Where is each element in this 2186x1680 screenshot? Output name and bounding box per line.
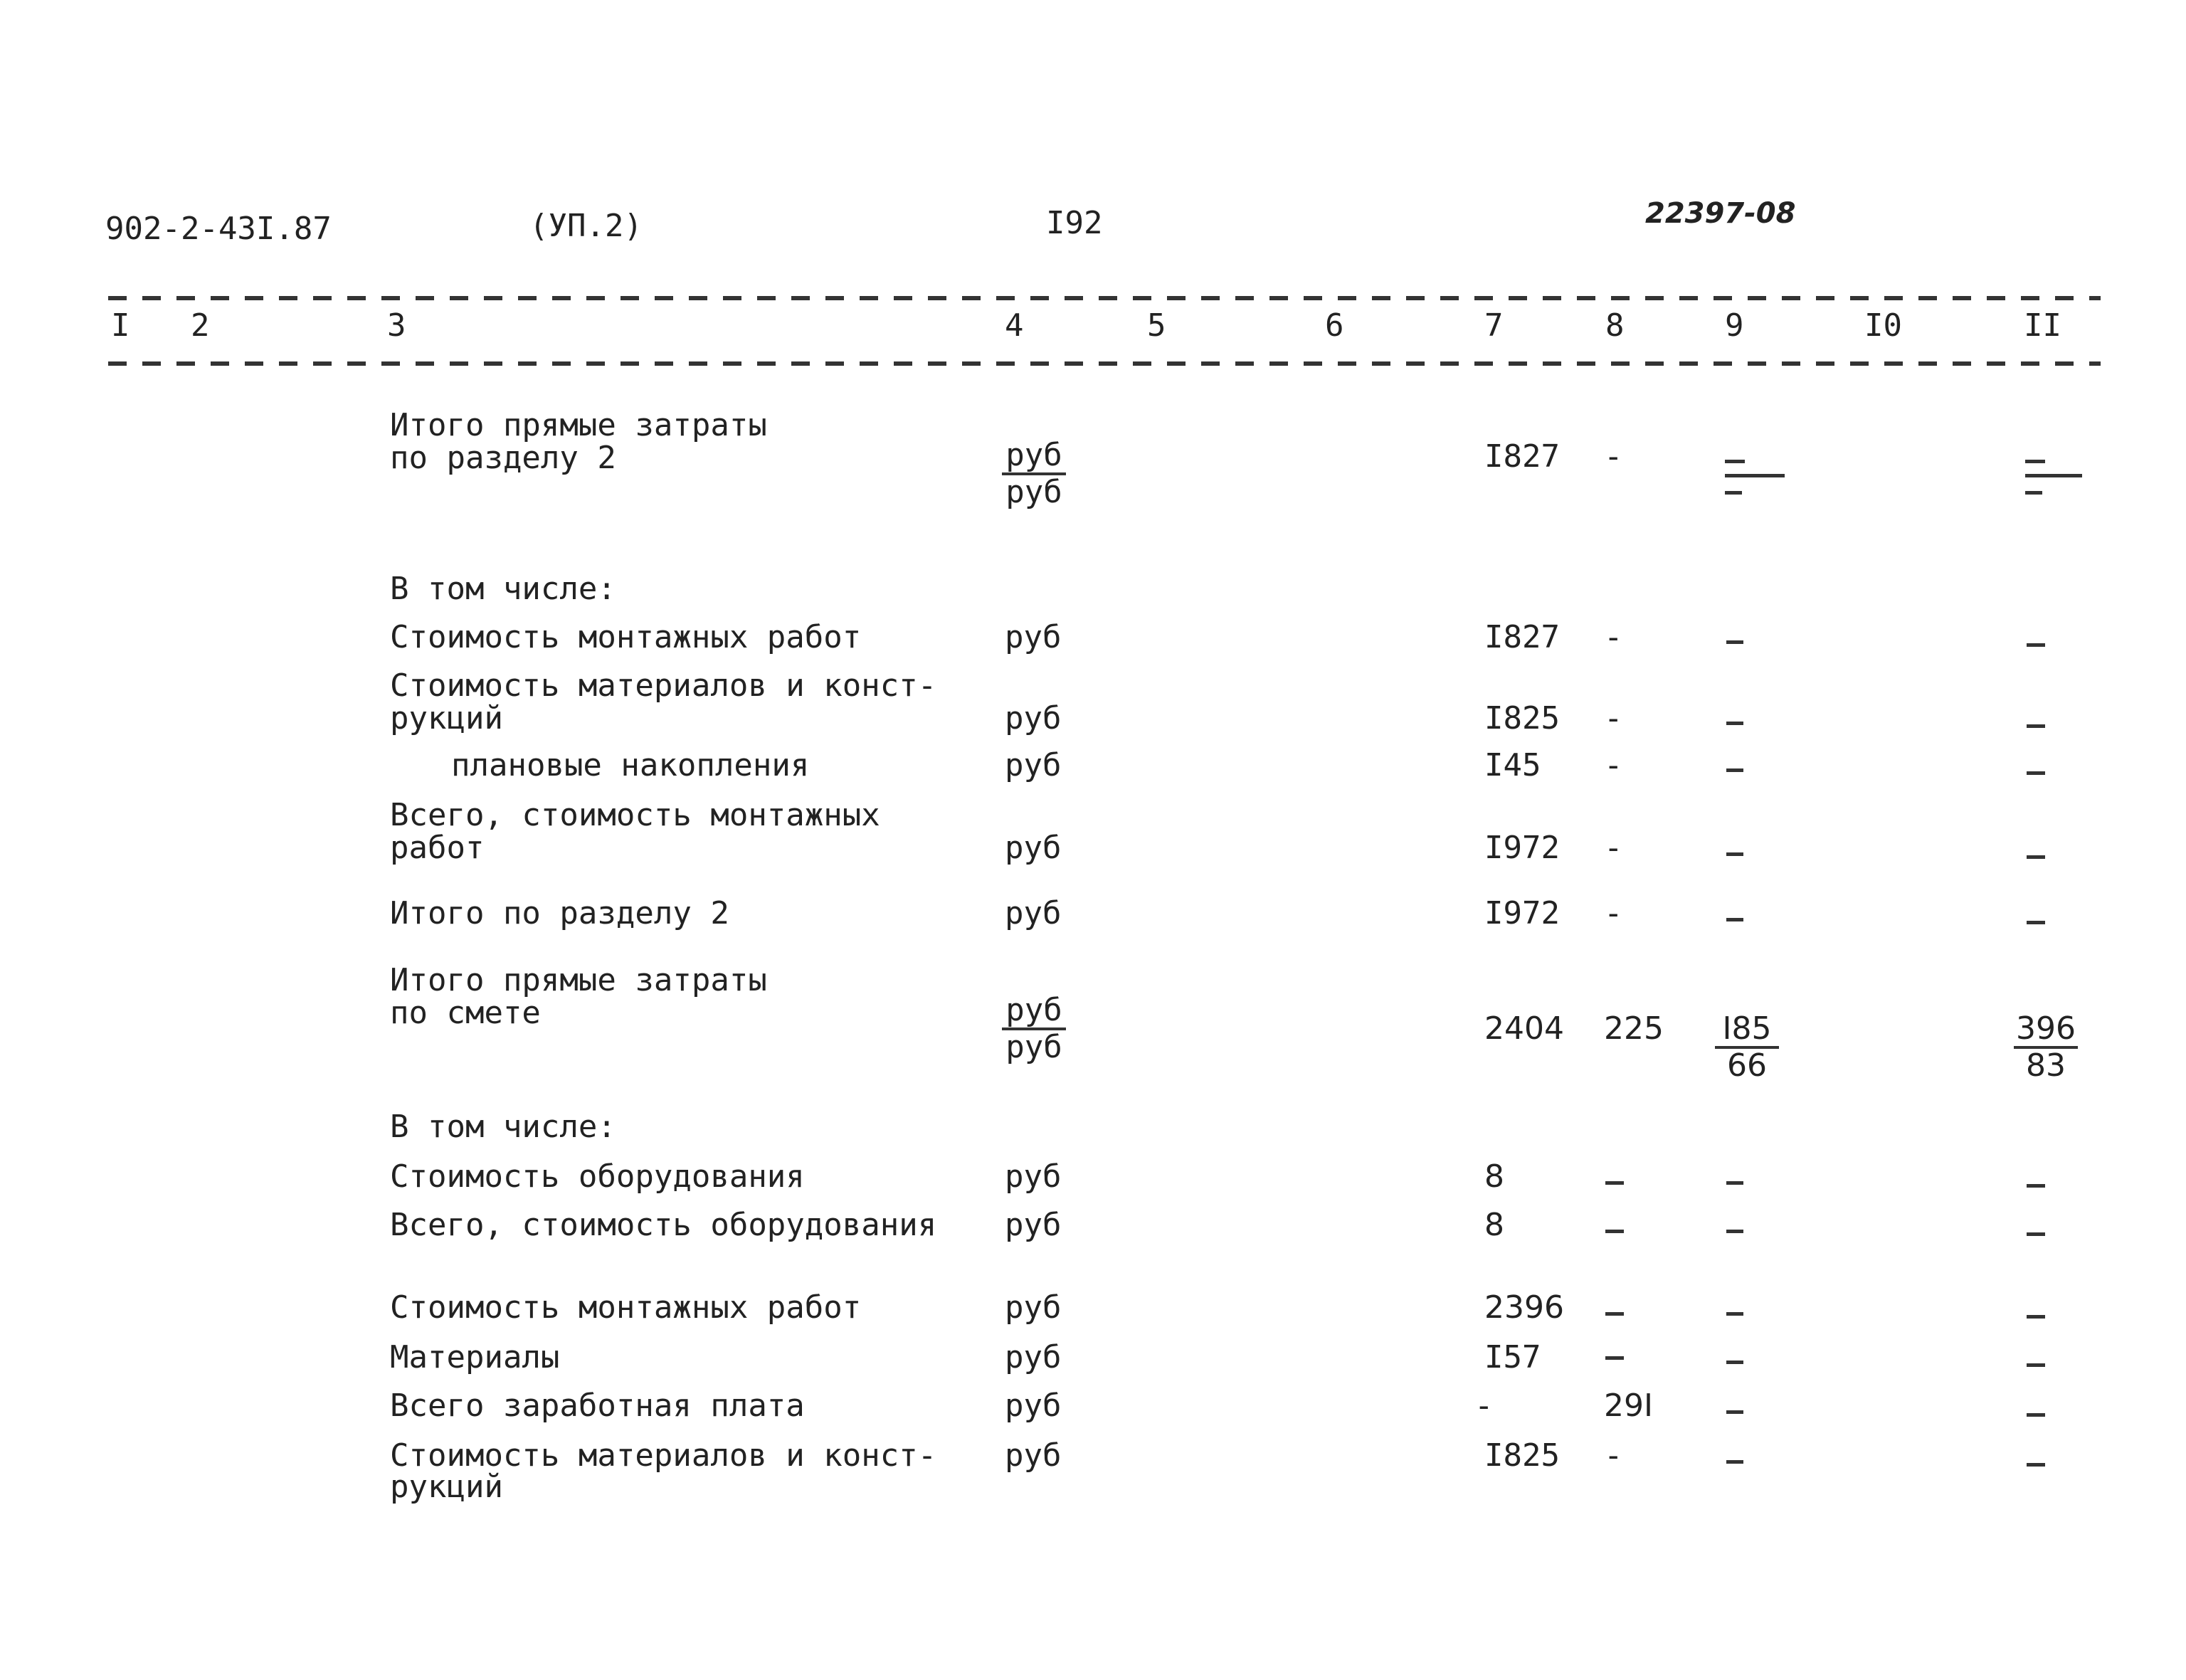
dash-mark [2027,771,2045,775]
row-label-materials-cost-line2: рукций [390,700,503,736]
unit-denominator: руб [1005,474,1062,510]
row-label-including: В том числе: [390,571,616,607]
column-header-4: 4 [1005,307,1024,344]
cell-col11-fraction [2014,1010,2078,1084]
dash-mark [1725,474,1785,477]
unit-numerator: руб [1002,440,1066,475]
cell-col7: I827 [1484,619,1560,655]
dash-mark [2027,1184,2045,1188]
cell-col8: - [1604,438,1623,475]
cell-unit: руб [1005,619,1062,655]
column-header-5: 5 [1147,307,1166,344]
dash-mark [2027,724,2045,728]
column-header-8: 8 [1605,307,1625,344]
unit-fraction [1002,992,1066,1065]
dash-mark [1605,1181,1624,1185]
cell-col7: I827 [1484,438,1560,475]
cell-unit: руб [1005,895,1062,931]
col11-denominator: 83 [2026,1047,2066,1084]
column-header-6: 6 [1325,307,1344,344]
column-header-11: II [2024,307,2061,344]
dash-mark [2027,1315,2045,1319]
column-header-2: 2 [191,307,210,344]
dash-mark [2027,643,2045,647]
dash-mark [2027,1232,2045,1236]
row-label-total-installation-line2: работ [390,830,485,866]
archive-number: 22397-08 [1645,197,1796,230]
dash-mark [1726,768,1743,772]
cell-col7: 8 [1484,1158,1504,1195]
cell-col8: - [1604,1437,1623,1474]
cell-col7: 8 [1484,1207,1504,1243]
section-reference: (УП.2) [529,208,643,244]
cell-col8: - [1604,830,1623,866]
column-header-7: 7 [1484,307,1504,344]
dash-mark [1726,1312,1743,1316]
row-label-direct-costs-estimate-line1: Итого прямые затраты [390,962,767,998]
unit-denominator: руб [1005,1029,1062,1065]
row-label-materials-cost-line1: Стоимость материалов и конст- [390,1437,937,1474]
dash-mark [1725,460,1745,463]
cell-unit: руб [1005,747,1062,783]
page-number: I92 [1046,205,1103,241]
cell-col7: I825 [1484,700,1560,736]
cell-unit: руб [1005,700,1062,736]
row-label-total-installation-line1: Всего, стоимость монтажных [390,797,880,833]
row-label-installation-cost: Стоимость монтажных работ [390,619,862,655]
row-label-direct-costs-section-line2: по разделу 2 [390,440,616,476]
dash-mark [1726,1460,1743,1464]
dash-mark [2025,474,2082,477]
cell-col8: - [1604,619,1623,655]
dash-mark [1726,1361,1743,1364]
dash-mark [2027,1413,2045,1417]
cell-col7: I57 [1484,1339,1541,1375]
document-code: 902-2-43I.87 [105,211,332,247]
col9-denominator: 66 [1727,1047,1767,1084]
cell-col8: - [1604,895,1623,931]
cell-col7: I45 [1484,747,1541,783]
dash-mark [1605,1312,1624,1316]
cell-unit: руб [1005,830,1062,866]
cell-col8: 29I [1604,1388,1653,1424]
row-label-planned-savings: плановые накопления [451,747,810,783]
dash-mark [1605,1356,1624,1360]
cell-unit: руб [1005,1437,1062,1474]
row-label-direct-costs-estimate-line2: по смете [390,995,541,1031]
row-label-materials-cost-line1: Стоимость материалов и конст- [390,667,937,704]
cell-unit: руб [1005,1339,1062,1375]
dash-mark [1726,918,1743,921]
cell-col7: 2396 [1484,1289,1564,1326]
row-label-equipment-cost: Стоимость оборудования [390,1158,805,1195]
cell-unit: руб [1005,1158,1062,1195]
dash-mark [2027,1363,2045,1367]
dash-mark [1726,1181,1743,1185]
column-header-3: 3 [387,307,406,344]
table-top-rule [108,296,2101,300]
column-header-1: I [111,307,130,344]
row-label-total-equipment: Всего, стоимость оборудования [390,1207,937,1243]
row-label-materials: Материалы [390,1339,560,1375]
unit-fraction [1002,437,1066,510]
cell-col7: - [1474,1388,1494,1424]
dash-mark [1605,1230,1624,1233]
cell-col8: - [1604,700,1623,736]
dash-mark [2027,921,2045,924]
dash-mark [1726,722,1743,725]
dash-mark [1726,852,1743,856]
row-label-section-total: Итого по разделу 2 [390,895,729,931]
cell-col7: 2404 [1484,1010,1564,1047]
dash-mark [2025,491,2042,495]
dash-mark [2027,1463,2045,1467]
dash-mark [2027,855,2045,859]
dash-mark [1726,1230,1743,1233]
column-header-9: 9 [1725,307,1744,344]
row-label-materials-cost-line2: рукций [390,1469,503,1505]
row-label-direct-costs-section-line1: Итого прямые затраты [390,407,767,443]
dash-mark [1726,640,1743,644]
dash-mark [1725,491,1742,495]
row-label-including: В том числе: [390,1109,616,1145]
cell-unit: руб [1005,1388,1062,1424]
cell-unit: руб [1005,1289,1062,1326]
cell-col8: 225 [1604,1010,1664,1047]
row-label-installation-cost: Стоимость монтажных работ [390,1289,862,1326]
table-header-rule [108,361,2101,366]
cell-col9-fraction [1715,1010,1779,1084]
cell-col7: I825 [1484,1437,1560,1474]
dash-mark [1726,1410,1743,1414]
cell-unit: руб [1005,1207,1062,1243]
cell-col7: I972 [1484,830,1560,866]
cell-col7: I972 [1484,895,1560,931]
cell-col8: - [1604,747,1623,783]
col9-numerator: I85 [1715,1013,1779,1049]
col11-numerator: 396 [2014,1013,2078,1049]
unit-numerator: руб [1002,995,1066,1030]
column-header-10: I0 [1864,307,1902,344]
dash-mark [2025,460,2045,463]
row-label-total-wages: Всего заработная плата [390,1388,805,1424]
